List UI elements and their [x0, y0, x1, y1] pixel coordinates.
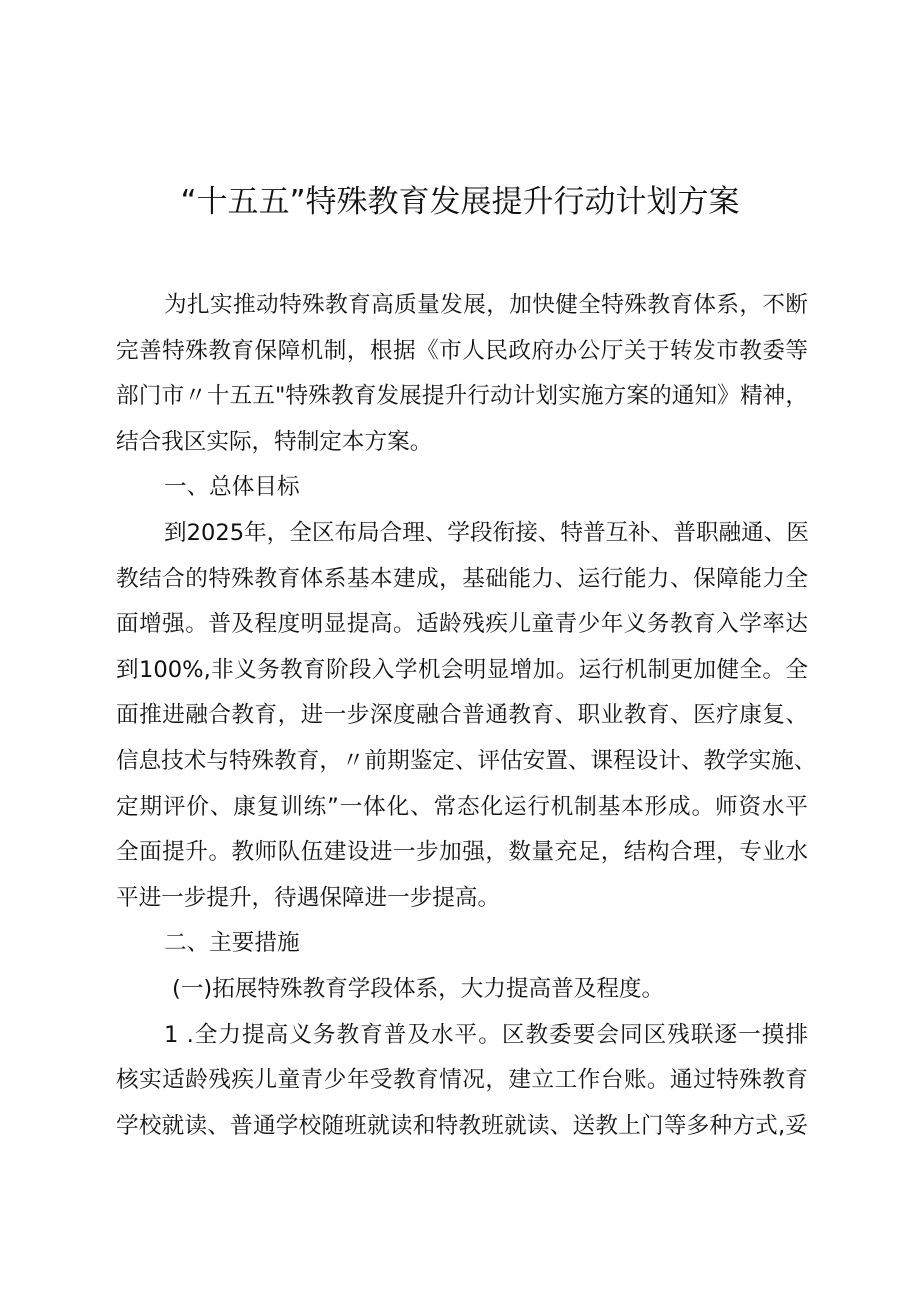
paragraph-goal-line-1: 到2025年，全区布局合理、学段衔接、特普互补、普职融通、医	[164, 519, 809, 546]
paragraph-measure-line-2: 核实适龄残疾儿童青少年受教育情况，建立工作台账。通过特殊教育	[116, 1067, 808, 1094]
paragraph-measure-line-1: 1 .全力提高义务教育普及水平。区教委要会同区残联逐一摸排	[164, 1021, 808, 1048]
paragraph-measure-line-3: 学校就读、普通学校随班就读和特教班就读、送教上门等多种方式,妥	[116, 1112, 808, 1139]
section-heading-main-measures: 二、主要措施	[164, 930, 300, 957]
paragraph-goal-line-9: 平进一步提升，待遇保障进一步提高。	[116, 884, 501, 911]
paragraph-intro-line-2: 完善特殊教育保障机制，根据《市人民政府办公厅关于转发市教委等	[116, 337, 808, 364]
document-title: “十五五”特殊教育发展提升行动计划方案	[180, 184, 740, 220]
paragraph-intro-line-4: 结合我区实际，特制定本方案。	[116, 428, 433, 455]
paragraph-goal-line-3: 面增强。普及程度明显提高。适龄残疾儿童青少年义务教育入学率达	[116, 611, 808, 638]
paragraph-goal-line-4: 到100%,非义务教育阶段入学机会明显增加。运行机制更加健全。全	[116, 656, 808, 683]
document-body	[116, 283, 817, 1149]
paragraph-intro-line-1: 为扎实推动特殊教育高质量发展，加快健全特殊教育体系，不断	[164, 292, 808, 318]
paragraph-goal-line-5: 面推进融合教育，进一步深度融合普通教育、职业教育、医疗康复、	[116, 702, 808, 729]
paragraph-goal-line-8: 全面提升。教师队伍建设进一步加强，数量充足，结构合理，专业水	[116, 839, 808, 866]
section-heading-overall-goal: 一、总体目标	[164, 474, 300, 501]
paragraph-intro-line-3: 部门市〃十五五"特殊教育发展提升行动计划实施方案的通知》精神，	[116, 383, 808, 410]
paragraph-goal-line-6: 信息技术与特殊教育，〃前期鉴定、评估安置、课程设计、教学实施、	[116, 747, 817, 774]
subsection-heading-1: (一)拓展特殊教育学段体系，大力提高普及程度。	[172, 975, 665, 1002]
paragraph-goal-line-2: 教结合的特殊教育体系基本建成，基础能力、运行能力、保障能力全	[116, 565, 808, 592]
paragraph-goal-line-7: 定期评价、康复训练”一体化、常态化运行机制基本形成。师资水平	[116, 793, 808, 820]
